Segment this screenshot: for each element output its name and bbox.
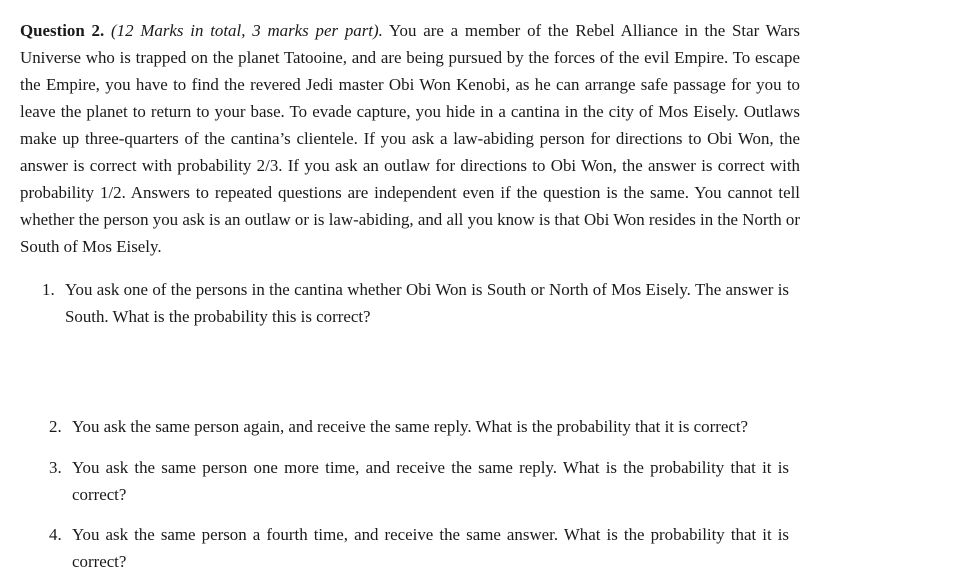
- part-3-number: 3.: [49, 458, 62, 477]
- question-text: You are a member of the Rebel Alliance in the Star Wars Universe who is trapped on the planet Tatooine, and are being pursued by the forces of the evil Empire. To escape the Empire, you have to find the revered Jedi master Obi Won Kenobi, as he can arrange safe passage for you to leave the planet to return to your base. To evade capture, you hide in a cantina in the city of Mos Eisely. Outlaws make up three-quarters of the cantina’s clientele. If you ask a law-abiding person for directions to Obi Won, the answer is correct with probability 2/3. If you ask an outlaw for directions to Obi Won, the answer is correct with probability 1/2. Answers to repeated questions are independent even if the question is the same. You cannot tell whether the person you ask is an outlaw or is law-abiding, and all you know is that Obi Won resides in the North or South of Mos Eisely.: [20, 21, 800, 256]
- part-1: [42, 276, 789, 330]
- part-3: [49, 454, 789, 508]
- part-4: [49, 521, 789, 575]
- part-4-text: You ask the same person a fourth time, and receive the same answer. What is the probability that it is correct?: [72, 525, 789, 571]
- part-2-text: You ask the same person again, and receive the same reply. What is the probability that it is correct?: [72, 417, 749, 436]
- question-paragraph: [20, 17, 800, 260]
- question-marks: (12 Marks in total, 3 marks per part).: [111, 21, 383, 40]
- part-2: [49, 413, 789, 440]
- part-2-number: 2.: [49, 417, 62, 436]
- question-title: Question 2.: [20, 21, 105, 40]
- part-1-number: 1.: [42, 280, 55, 299]
- part-4-number: 4.: [49, 525, 62, 544]
- part-3-text: You ask the same person one more time, and receive the same reply. What is the probability that it is correct?: [72, 458, 789, 504]
- part-1-text: You ask one of the persons in the cantina whether Obi Won is South or North of Mos Eisely. The answer is South. What is the probability this is correct?: [65, 280, 789, 326]
